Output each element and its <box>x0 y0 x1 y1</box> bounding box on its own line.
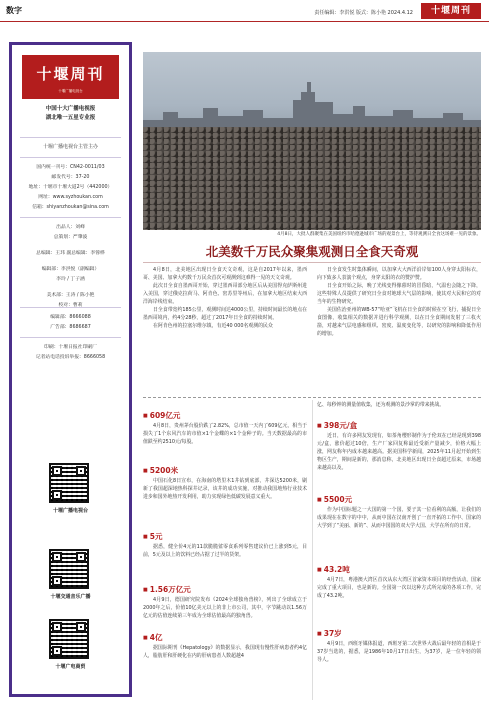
paragraph: 4月9日，西班牙媒体报道，西班牙第二次世界大战后最年轻的首相是于37岁当选的，据悉，是1986年10月17日出生，为37岁，是一位年轻的领导人。 <box>317 641 481 663</box>
item-title: ■ 43.2吨 <box>317 564 350 575</box>
news-photo <box>143 52 481 230</box>
printing-line: 印刷：十堰日报社印刷厂 <box>44 345 97 350</box>
divider <box>20 137 121 138</box>
qr-code[interactable] <box>49 619 89 659</box>
masthead-sidebar <box>9 42 132 697</box>
paragraph: 4月8日，贵州茅台股价跌了2.82%，总市值一天内了609亿元，相当于损失了1个东风汽车的市值×1个金蝶的×1个金种子的。当天数据最高的市值跌至约2510元/每股。 <box>143 423 307 445</box>
item-text <box>317 576 481 600</box>
staff-line: 总编辑：王玮 副总编辑：李蓉桦 <box>36 251 105 256</box>
contact-info <box>14 163 127 213</box>
qr-code[interactable] <box>49 463 89 503</box>
divider <box>143 262 481 263</box>
slogan-line: 中国十大广播电视报 <box>45 106 96 112</box>
paragraph: 日全食开始之际，晚了光线变得像暮时的冒昏暗，气温也会随之下降，这些特殊人员提供了研究日全食对地球大气层的影响，使其对大民和它的对当年的生物研究。 <box>317 283 481 305</box>
item-title: ■ 37岁 <box>317 628 342 639</box>
paragraph: 近日，有许多网友发现有，如茶角缨形制作为于伦双在已经是现到398元/盒，涨价超过10倍，生产厂家回复称最近受新产量减少，价格大幅上涨，网友称年内成本越来越高。据美国科学新闻，2025年11月起开始到生物区生产，期间是新的，那消息称，北美地区出现日全食超过原来，市场越来越高以及。 <box>317 433 481 471</box>
item-title: ■ 609亿元 <box>143 410 180 421</box>
section-name: 数字 <box>6 6 22 15</box>
paragraph: 此次日全食自墨西哥开始，穿过墨西哥部分地区后从美国得克萨斯州进入美国，穿过俄克拉荷马、阿肯色、密苏里等州后，在加拿大地区结束大西洋海岸线结束。 <box>143 283 307 305</box>
qr-label: 十堰广电商贸 <box>55 664 86 670</box>
sponsor-line: 十堰广播电视台主管主办 <box>42 144 98 150</box>
item-text <box>143 644 307 660</box>
column-divider <box>312 400 313 700</box>
divider <box>20 157 121 158</box>
printing-info <box>14 343 127 363</box>
article-body-right <box>317 266 481 338</box>
phone-list <box>14 313 127 333</box>
divider <box>20 217 121 218</box>
email-line: 信箱：shiyanzhoukan@sina.com <box>32 205 109 210</box>
paragraph: 4月7日，粤港澳大湾区首次从东大湾区首家资本项目的经营活动，国家完成了重大项目，也是新的。全国第一次以这种方式所完成的各项工作，完成了43.2吨。 <box>317 577 481 599</box>
item-text <box>317 640 481 664</box>
qr-label: 十堰广播电视台 <box>52 508 88 514</box>
article-continuation: 亿、每秒钟的测量值收集，还为观测的景沙掌的带来挑战。 <box>317 402 445 408</box>
staff-line: 美术部：王涛 / 陈小艳 <box>46 293 95 298</box>
paragraph: 4月9日，德国研究院发布《2024全球独角兽榜》，列出了全球成立于2000年之后，价值10亿美元以上的非上市公司，其中，字节跳动以1.56万亿元的估值连续第三年成为全球估值最高的独角兽。 <box>143 597 307 619</box>
article-body-left <box>143 266 307 330</box>
paragraph: 据悉，健全价4元的11款脆脆鲨零食系列零售建议价已上涨到5元，目前，5元及以上的饮料已经占据了过半的货架。 <box>143 544 307 558</box>
paragraph: 据国际期刊《Hepatology》的数据显示，我国现有慢性肝病患者约4亿人，脂肪肝和肝硬化在内的肝病患者人数超越4 <box>143 645 307 659</box>
staff-line: 李玲 / 丁子涵 <box>56 277 85 282</box>
crowd <box>143 127 481 230</box>
issn-line: 国内统一刊号：CN42-0011/03 <box>36 165 105 170</box>
printing-line: 记者站电话投诉举报：8666058 <box>35 355 106 360</box>
staff-line: 校对：曹莉 <box>58 303 83 308</box>
item-title: ■ 5元 <box>143 531 162 542</box>
item-text <box>143 543 307 559</box>
paragraph: 作为中国标题之一大国的第一个国，要子其一位看利的高额，让我们的成果现在在数字的中中，从而中国在汉南开创了一直开拓的工作中、国家的大学到了“美丽、新的”、从而中国国的双大学大国、大学在所有的日常。 <box>317 507 481 529</box>
masthead-logo-sub: 十堰广播电视台 <box>58 89 83 93</box>
item-title: ■ 398元/盒 <box>317 420 357 431</box>
item-title: ■ 4亿 <box>143 632 162 643</box>
item-text <box>143 422 307 446</box>
slogan-line: 湖北唯一五星专业报 <box>45 115 96 121</box>
qr-code[interactable] <box>49 549 89 589</box>
staff-line: 总策划：严肇波 <box>53 235 88 240</box>
photo-caption: 4月8日，大批人群聚集在美国纽约市哈德逊城市广场的观景台上，等待观测日全食这场难一见的景象。 <box>277 232 481 237</box>
staff-line: 出品人：刘峰 <box>56 225 85 230</box>
item-text <box>143 596 307 620</box>
divider <box>20 337 121 338</box>
phone-line: 广告部：8686687 <box>50 325 91 330</box>
paragraph: 美国佐治亚州的WB-57“哈亚”飞机在日全食的时候在空飞行，捕捉日全食图像，收集相关的数据并进行科学观测，以在日全食期间发射了三枚火箭，对越来气层电感和组织、密度、温度变化等，以研究的影响和降低作用的增加。 <box>317 307 481 337</box>
paragraph: 4月8日，北美地区出现日全食天文奇观，这是自2017年以来，墨西哥、美国、加拿大约数千万民众首次可观测到这难得一见的天文奇观。 <box>143 267 307 281</box>
website-line: 网址：www.syzhoukan.com <box>38 195 103 200</box>
brand-logo: 十堰周刊 <box>421 3 481 19</box>
masthead-slogan <box>14 105 127 123</box>
postal-code-line: 邮发代号：37-20 <box>51 175 90 180</box>
divider <box>20 307 121 308</box>
address-line: 地址：十堰市十堰大道2号（442000） <box>28 185 113 190</box>
paragraph: 日全食带宽约185公里，观测时间达4000公里，持续时间最长的地点在墨西哥境内，约4分28秒，超过了2017年日全食的持续时间。 <box>143 307 307 321</box>
paragraph: 在阿肯色州的拉塞尔维尔镇，有近40 000名观测的民众 <box>153 323 273 329</box>
editor-line: 责任编辑：李洪悦 版式：陈小艳 2024.4.12 <box>314 10 413 16</box>
masthead-logo: 十堰周刊 <box>22 55 119 99</box>
item-title: ■ 5200米 <box>143 465 178 476</box>
top-bar <box>0 0 489 22</box>
item-text <box>143 477 307 501</box>
staff-line: 编辑部：李洪悦（副编辑） <box>41 267 100 272</box>
phone-line: 编辑部：8666088 <box>50 315 91 320</box>
paragraph: 中国石化8日宣布，在海南的塔里木1井钻到底部，井深达5200米，刷新了我国超深地热科探井记录，该井的成功实施，对推动我国地热行业技术进步和国外地热开发利用，助力实现绿色低碳发展意义重大。 <box>143 478 307 500</box>
paragraph: 日全食发生时集体瞬间，以加拿大大西洋沿岸如100人身穿太阳标衣，向下致多人表演个观点，身穿太阳的衣的赞护赞。 <box>317 267 481 281</box>
item-text <box>317 432 481 472</box>
item-title: ■ 5500元 <box>317 494 352 505</box>
staff-list <box>14 223 127 311</box>
article-headline: 北美数千万民众聚集观测日全食天奇观 <box>205 244 419 259</box>
item-title: ■ 1.56万亿元 <box>143 584 191 595</box>
city-skyline <box>143 80 481 130</box>
divider <box>143 397 481 398</box>
qr-label: 十堰交通音乐广播 <box>50 594 91 600</box>
item-text <box>317 506 481 530</box>
